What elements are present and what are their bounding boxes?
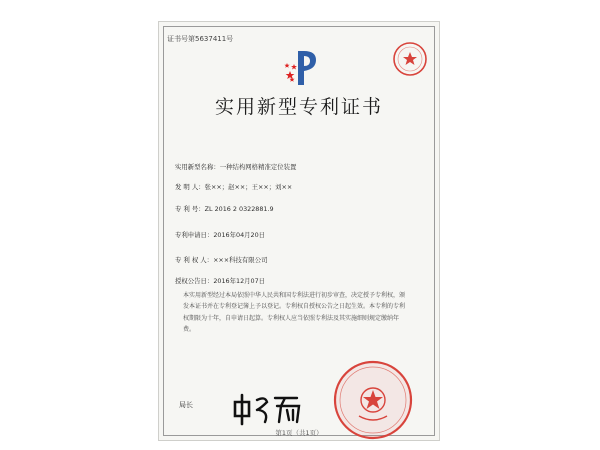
patent-office-logo-icon (284, 47, 318, 89)
field-utility-model-name (175, 162, 431, 171)
handwritten-signature-icon (231, 392, 303, 426)
field-patentee (175, 255, 431, 264)
field-patent-number (175, 204, 431, 213)
field-label: 授权公告日： (175, 277, 214, 285)
certificate-title: 实用新型专利证书 (214, 96, 383, 118)
page-number: 第1页（共1页） (275, 429, 323, 437)
patent-certificate (158, 21, 440, 441)
field-value: 张××；赵××；王××；刘×× (204, 183, 293, 191)
field-label: 专 利 号： (175, 205, 205, 213)
field-announcement-date (175, 276, 431, 285)
field-value: 2016年04月20日 (213, 231, 266, 239)
field-label: 实用新型名称： (175, 163, 220, 171)
signer-title: 局长 (179, 401, 193, 409)
field-value: ×××科技有限公司 (213, 256, 268, 264)
field-label: 发 明 人： (175, 183, 205, 191)
certificate-body-text: 本实用新型经过本局依照中华人民共和国专利法进行初步审查，决定授予专利权，颁发本证书并在专利登记簿上予以登记。专利权自授权公告之日起生效。本专利的专利权期限为十年，自申请日起算。专利权人应当依照专利法及其实施细则规定缴纳年费。 (183, 292, 406, 334)
field-value: ZL 2016 2 0322881.9 (204, 205, 274, 213)
field-label: 专 利 权 人： (175, 256, 214, 264)
field-value: 一种结构网格精准定位装置 (219, 163, 297, 171)
field-value: 2016年12月07日 (213, 277, 266, 285)
red-seal-icon (391, 40, 429, 78)
field-application-date (175, 230, 431, 239)
field-label: 专利申请日： (175, 231, 214, 239)
field-inventor (175, 182, 431, 191)
certificate-number: 证书号第5637411号 (167, 35, 234, 43)
